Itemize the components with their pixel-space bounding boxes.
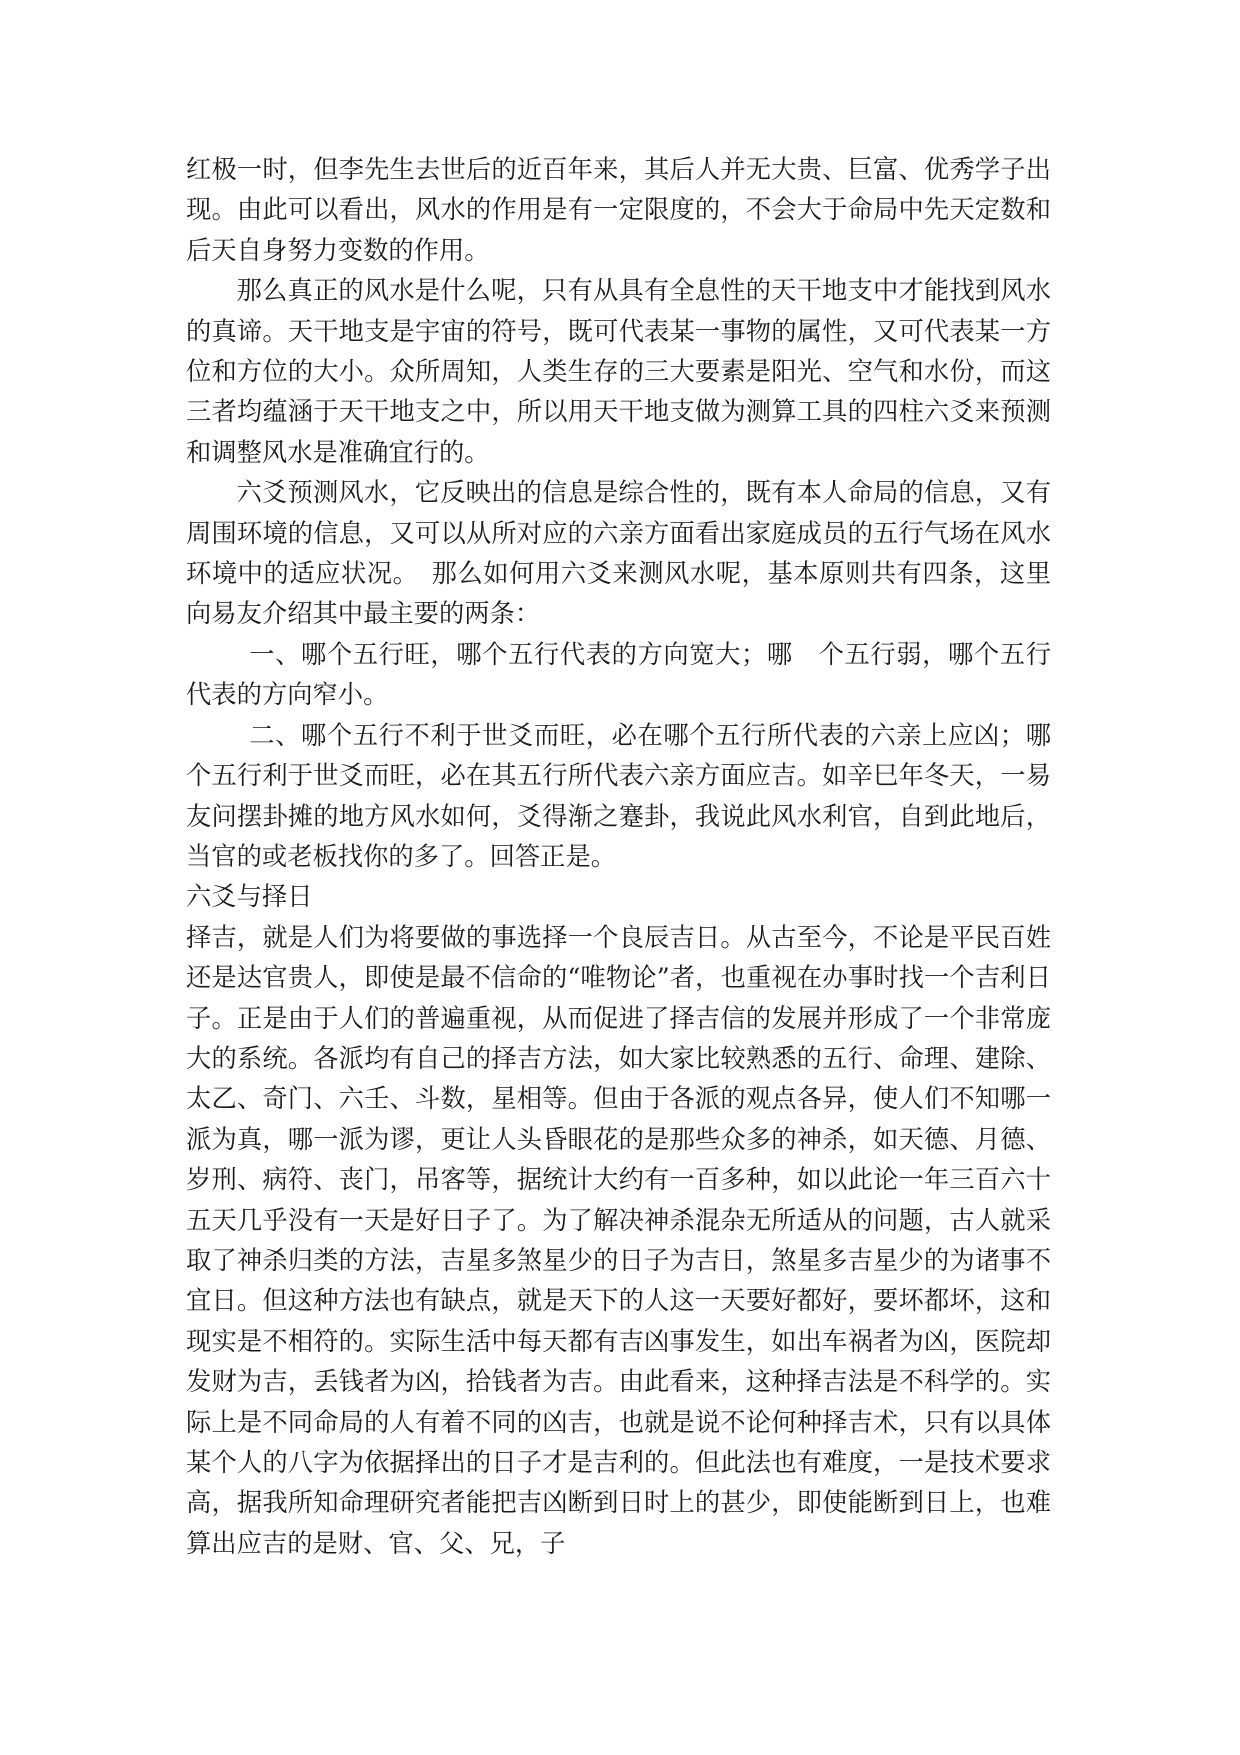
paragraph-date-selection: 择吉，就是人们为将要做的事选择一个良辰吉日。从古至今，不论是平民百姓还是达官贵人，即使是最不信命的“唯物论”者，也重视在办事时找一个吉利日子。正是由于人们的普遍重视，从而促进了择吉信的发展并形成了一个非常庞大的系统。各派均有自己的择吉方法，如大家比较熟悉的五行、命理、建除、太乙、奇门、六壬、斗数，星相等。但由于各派的观点各异，使人们不知哪一派为真，哪一派为谬，更让人头昏眼花的是那些众多的神杀，如天德、月德、岁刑、病符、丧门，吊客等，据统计大约有一百多种，如以此论一年三百六十五天几乎没有一天是好日子了。为了解决神杀混杂无所适从的问题，古人就采取了神杀归类的方法，吉星多煞星少的日子为吉日，煞星多吉星少的为诸事不宜日。但这种方法也有缺点，就是天下的人这一天要好都好，要坏都坏，这和现实是不相符的。实际生活中每天都有吉凶事发生，如出车祸者为凶，医院却发财为吉，丢钱者为凶，拾钱者为吉。由此看来，这种择吉法是不科学的。实际上是不同命局的人有着不同的凶吉，也就是说不论何种择吉术，只有以具体某个人的八字为依据择出的日子才是吉利的。但此法也有难度，一是技术要求高，据我所知命理研究者能把吉凶断到日时上的甚少，即使能断到日上，也难算出应吉的是财、官、父、兄，子 bbox=[186, 922, 1051, 1558]
paragraph-principle-one: 一、哪个五行旺，哪个五行代表的方向宽大；哪 个五行弱，哪个五行代表的方向窄小。 bbox=[186, 639, 1051, 710]
body-text bbox=[186, 150, 1051, 1564]
section-heading: 六爻与择日 bbox=[186, 882, 313, 912]
paragraph-principle-two: 二、哪个五行不利于世爻而旺，必在哪个五行所代表的六亲上应凶；哪个五行利于世爻而旺，必在其五行所代表六亲方面应吉。如辛巳年冬天，一易友问摆卦摊的地方风水如何，爻得渐之蹇卦，我说此风水利官，自到此地后，当官的或老板找你的多了。回答正是。 bbox=[186, 720, 1051, 871]
paragraph-fengshui-essence: 那么真正的风水是什么呢，只有从具有全息性的天干地支中才能找到风水的真谛。天干地支是宇宙的符号，既可代表某一事物的属性，又可代表某一方位和方位的大小。众所周知，人类生存的三大要素是阳光、空气和水份，而这三者均蕴涵于天干地支之中，所以用天干地支做为测算工具的四柱六爻来预测和调整风水是准确宜行的。 bbox=[186, 276, 1051, 467]
paragraph-continuation: 红极一时，但李先生去世后的近百年来，其后人并无大贵、巨富、优秀学子出现。由此可以看出，风水的作用是有一定限度的，不会大于命局中先天定数和后天自身努力变数的作用。 bbox=[186, 155, 1051, 265]
paragraph-liuyao-fengshui: 六爻预测风水，它反映出的信息是综合性的，既有本人命局的信息，又有周围环境的信息，又可以从所对应的六亲方面看出家庭成员的五行气场在风水环境中的适应状况。 那么如何用六爻来测风水呢，基本原则共有四条，这里向易友介绍其中最主要的两条： bbox=[186, 478, 1051, 629]
